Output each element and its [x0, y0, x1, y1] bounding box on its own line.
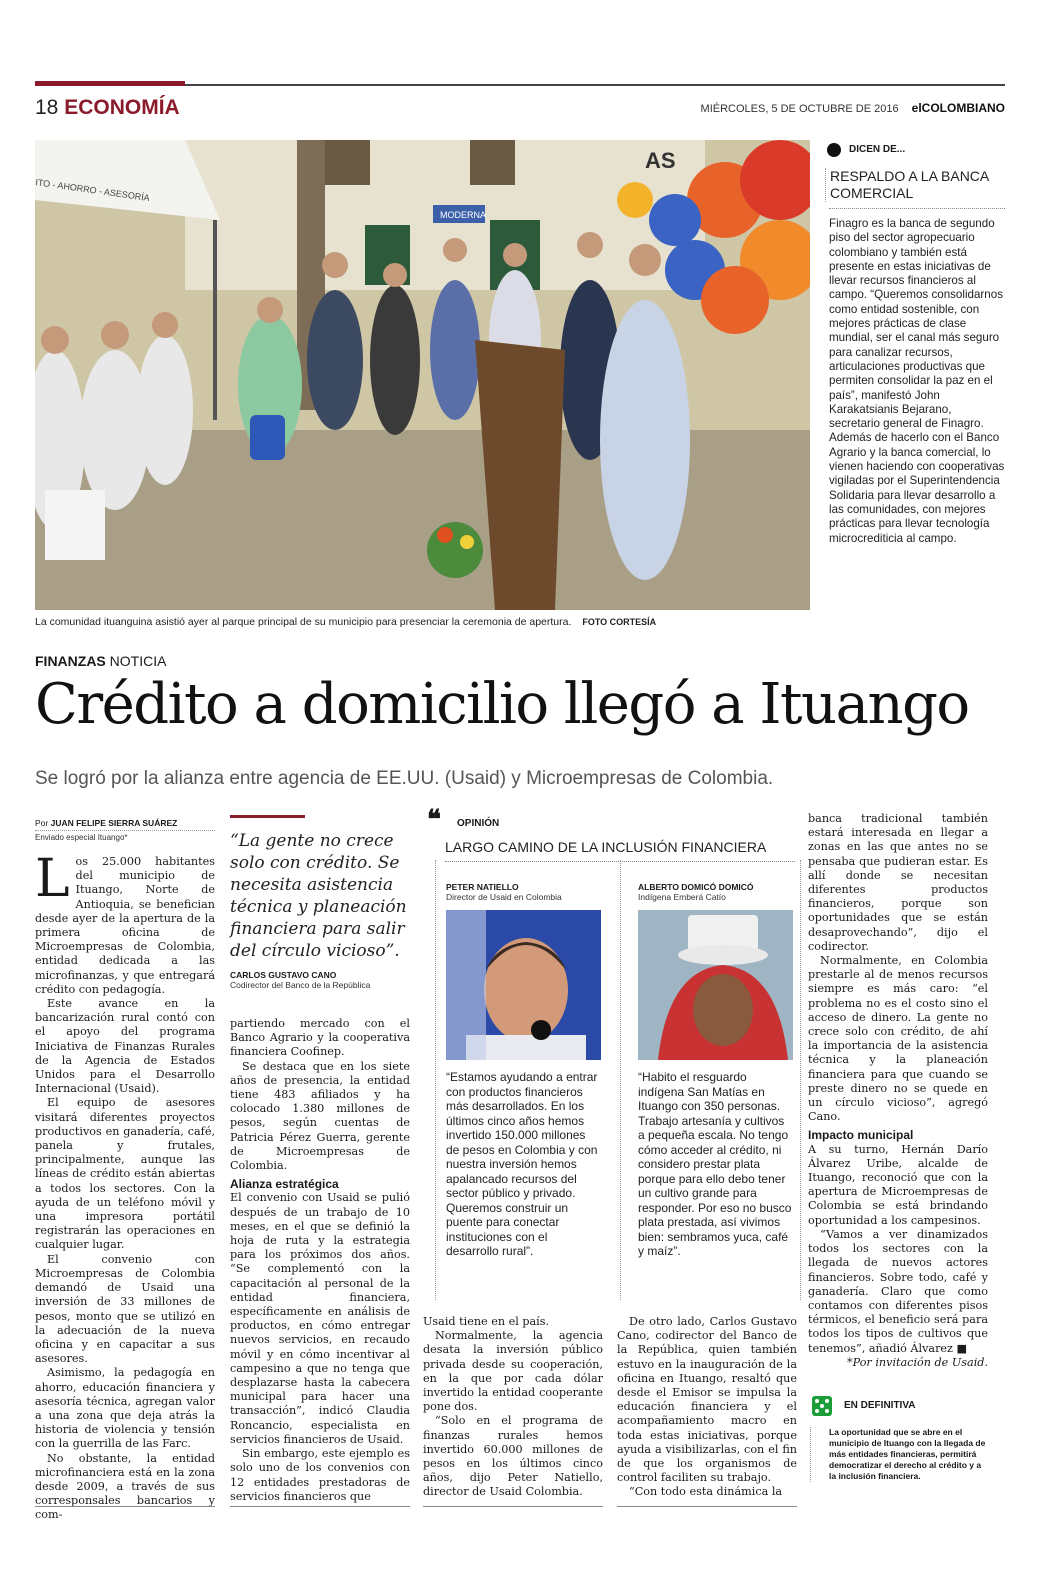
- photo-tent-text: ITO - AHORRO - ASESORÍA: [35, 177, 151, 204]
- article-headline: Crédito a domicilio llegó a Ituango: [35, 672, 969, 737]
- opinion-divider-left: [435, 860, 436, 1300]
- pull-quote-author: CARLOS GUSTAVO CANO: [230, 970, 337, 980]
- bottom-rule: [617, 1506, 797, 1507]
- article-paragraph: Asimismo, la pedagogía en ahorro, educación financiera y asesoría técnica, agregan valor a una zona que deja atrás la historia de violencia y tensión con la guerrilla de las Farc.: [35, 1366, 215, 1451]
- portrait-domico: [638, 910, 793, 1060]
- byline: [35, 818, 215, 842]
- portrait-natiello: [446, 910, 601, 1060]
- article-paragraph: “Vamos a ver dinamizados todos los sectores con la llegada de nuevos actores financieros. Sobre todo, café y ganadería. Claro que como contamos con diferentes pisos térmicos, el beneficio será para todos los tipos de cultivos que tenemos”, añadió Álvarez ■: [808, 1227, 988, 1355]
- dicen-label: [825, 140, 1005, 160]
- issue-date: MIÉRCOLES, 5 DE OCTUBRE DE 2016: [700, 103, 899, 115]
- article-paragraph: Este avance en la bancarización rural contó con el apoyo del programa Iniciativa de Finanzas Rurales de la Agencia de Estados Unidos para el Desarrollo Internacional (Usaid).: [35, 997, 215, 1096]
- article-paragraph: Se destaca que en los siete años de presencia, la entidad tiene 483 afiliados y ha colocado 1.380 millones de pesos, según cuentas de Patricia Pérez Guerra, gerente de Microempresas de Colombia.: [230, 1059, 410, 1173]
- article-paragraph: Normalmente, en Colombia prestarle al de menos recursos siempre es más caro: “el problema no es el costo sino el acceso de dinero. La gente no crece solo con crédito, de ahí la importancia de la asistencia técnica y la planeación financiera para que cuando se preste dinero no se quede en un círculo vicioso”, agregó Cano.: [808, 954, 988, 1124]
- opinion-title: LARGO CAMINO DE LA INCLUSIÓN FINANCIERA: [445, 839, 767, 855]
- main-photo: [35, 140, 810, 610]
- opinion-divider-middle: [620, 860, 621, 1300]
- article-column-4: [617, 1315, 797, 1500]
- persona-name: ALBERTO DOMICÓ DOMICÓ: [638, 882, 754, 892]
- bottom-rule: [230, 1506, 410, 1507]
- article-footnote: *Por invitación de Usaid.: [847, 1355, 988, 1369]
- article-column-5: [808, 812, 988, 1370]
- subtitle-alianza: Alianza estratégica: [230, 1177, 339, 1192]
- article-paragraph: El convenio con Usaid se pulió después de un trabajo de 10 meses, en el que se definió la hoja de ruta y la estrategia para los próximos dos años. “Se complementó con la capacitación al personal de la entidad financiera, específicamente en análisis de productos, en cómo entregar nuevos servicios, en recaudo móvil y en cómo incentivar al campesino a que no tenga que desplazarse hasta la cabecera municipal para hacer una transacción”, indicó Claudia Roncancio, especialista en servicios financieros de Usaid.: [230, 1191, 410, 1446]
- article-column-2: [230, 1017, 410, 1504]
- subtitle-impacto: Impacto municipal: [808, 1128, 914, 1143]
- pull-quote-role: Codirector del Banco de la República: [230, 980, 371, 990]
- opinion-divider-right: [800, 860, 801, 1300]
- article-column-1: [35, 849, 215, 1523]
- drop-cap: L: [35, 849, 70, 909]
- opinion-persona-domico: [638, 882, 798, 1259]
- portrait-illustration: [446, 910, 601, 1060]
- opinion-persona-natiello: [446, 882, 606, 1259]
- persona-name: PETER NATIELLO: [446, 882, 519, 892]
- article-paragraph: banca tradicional también estará interesada en llegar a zonas en las que antes no se pensaba que pudieran estar. Es allí donde se necesitan diferentes productos financieros, porque son oportunidades que se están desaprovechando”, dijo el codirector.: [808, 812, 988, 953]
- article-paragraph: Normalmente, la agencia desata la inversión público privada desde su cooperación, en la que por cada dólar invertido la entidad cooperante pone dos.: [423, 1329, 603, 1414]
- article-paragraph: “Con todo esta dinámica la: [629, 1485, 783, 1499]
- byline-author: JUAN FELIPE SIERRA SUÁREZ: [50, 818, 178, 828]
- page-number: 18: [35, 96, 59, 119]
- photo-sign-text: MODERNA: [440, 210, 487, 220]
- article-paragraph: A su turno, Hernán Darío Álvarez Uribe, alcalde de Ituango, reconoció que con la apertura de Microempresas de Colombia se está brindando oportunidad a los campesinos.: [808, 1142, 988, 1227]
- article-column-3: [423, 1315, 603, 1500]
- header-accent-bar: [35, 81, 185, 86]
- persona-role: Director de Usaid en Colombia: [446, 892, 562, 902]
- dicen-sidebar: [825, 140, 1005, 546]
- ceremony-photo-illustration: [35, 140, 810, 610]
- en-definitiva-box: [810, 1395, 990, 1482]
- article-paragraph: No obstante, la entidad microfinanciera está en la zona desde 2009, a través de sus corresponsales bancarios y com-: [35, 1451, 215, 1522]
- pull-quote: [230, 815, 410, 990]
- article-paragraph: Los 25.000 habitantes del municipio de Ituango, Norte de Antioquia, se benefician desde ayer de la apertura de la primera oficina de Microempresas de Colombia, entidad dedicada a las microfinanzas, y que entregará crédito con pedagogía.: [35, 849, 215, 996]
- page-header-left: [35, 96, 180, 120]
- dicen-title: RESPALDO A LA BANCA COMERCIAL: [825, 168, 1005, 202]
- article-subhead: Se logró por la alianza entre agencia de EE.UU. (Usaid) y Microempresas de Colombia.: [35, 768, 774, 789]
- bottom-rule: [35, 1506, 215, 1507]
- opinion-label-text: OPINIÓN: [457, 818, 500, 829]
- opinion-box: [425, 805, 795, 862]
- article-paragraph: El convenio con Microempresas de Colombia demandó de Usaid una inversión de 33 millones de pesos, monto que se utilizó en la adecuación de la nueva oficina y en capacitar a sus asesores.: [35, 1252, 215, 1366]
- dicen-label-text: DICEN DE...: [849, 144, 906, 155]
- dice-icon: [812, 1396, 832, 1416]
- article-paragraph: “Solo en el programa de finanzas rurales hemos invertido 60.000 millones de pesos en los últimos cinco años, dijo Peter Natiello, director de Usaid Colombia.: [423, 1414, 603, 1499]
- en-definitiva-label-text: EN DEFINITIVA: [844, 1400, 916, 1411]
- en-definitiva-text: La oportunidad que se abre en el municipio de Ituango con la llegada de más entidades financieras, permitirá democratizar el derecho al crédito y a la inclusión financiera.: [810, 1427, 990, 1482]
- photo-caption: [35, 616, 825, 628]
- en-definitiva-label: [810, 1395, 990, 1417]
- portrait-illustration: [638, 910, 793, 1060]
- header-rule: [35, 84, 1005, 86]
- page-header-right: [701, 101, 1005, 115]
- caption-text: La comunidad ituanguina asistió ayer al parque principal de su municipio para presenciar la ceremonia de apertura.: [35, 616, 572, 628]
- newspaper-brand: elCOLOMBIANO: [911, 101, 1005, 115]
- persona-role: Indígena Emberá Catío: [638, 892, 726, 902]
- opinion-label: [425, 805, 795, 835]
- article-paragraph: De otro lado, Carlos Gustavo Cano, codirector del Banco de la República, quien también estuvo en la inauguración de la oficina en Ituango, resaltó que desde el Emisor se impulsa la educación financiera y el acompañamiento macro en toda estas iniciativas, porque ayuda a visibilizarlas, con el fin de que los organismos de control faciliten su trabajo.: [617, 1315, 797, 1485]
- persona-quote: “Estamos ayudando a entrar con productos financieros más desarrollados. En los últimos cinco años hemos invertido 150.000 millones de pesos en Colombia y con nuestra inversión hemos apalancado recursos del sector público y privado. Queremos construir un puente para conectar instituciones con el desarrollo rural”.: [446, 1070, 598, 1258]
- persona-quote: “Habito el resguardo indígena San Matías en Ituango con 350 personas. Trabajo artesanía y cultivos a pequeña escala. No tengo cómo acceder al crédito, ni considero prestar plata porque para ello debo tener un cultivo grande para responder. Por eso no busco plata prestada, así vivimos bien: sembramos yuca, café y maíz”.: [638, 1070, 792, 1258]
- article-paragraph: El equipo de asesores visitará diferentes proyectos productivos en ganadería, café, panela y frutales, principalmente, aunque las líneas de crédito están abiertas a todos los sectores. Con la ayuda de un teléfono móvil y una impresora portátil registrarán las operaciones en cualquier lugar.: [35, 1096, 215, 1252]
- kicker-section: FINANZAS: [35, 653, 106, 669]
- byline-role: Enviado especial Ituango*: [35, 830, 215, 842]
- quote-marks-icon: ❝: [427, 805, 441, 835]
- photo-credit: FOTO CORTESÍA: [582, 617, 657, 627]
- section-name: ECONOMÍA: [64, 96, 180, 119]
- article-kicker: [35, 653, 166, 669]
- kicker-type: NOTICIA: [109, 653, 167, 669]
- pull-quote-bar: [230, 815, 305, 818]
- dicen-separator: [829, 208, 1005, 209]
- byline-prefix: Por: [35, 818, 49, 828]
- article-paragraph: Sin embargo, este ejemplo es solo uno de los convenios con 12 entidades prestadoras de servicios financieros que: [230, 1447, 410, 1503]
- dicen-text: Finagro es la banca de segundo piso del sector agropecuario colombiano y también está presente en estas iniciativas de llevar recursos financieros al campo. “Queremos consolidarnos como entidad sostenible, con mejores prácticas de clase mundial, ser el canal más seguro para canalizar recursos, articulaciones productivas que permiten consolidar la paz en el país”, manifestó John Karakatsianis Bejarano, secretario general de Finagro. Además de hacerlo con el Banco Agrario y la banca comercial, lo vienen haciendo con cooperativas vigiladas por el Superintendencia Solidaria para llevar desarrollo a las comunidades, con mejores prácticas para llevar tecnología microcrediticia al campo.: [829, 217, 1005, 545]
- pull-quote-text: “La gente no crece solo con crédito. Se necesita asistencia técnica y planeación financiera para salir del círculo vicioso”.: [230, 831, 407, 961]
- bottom-rule: [423, 1506, 603, 1507]
- photo-wall-text: AS: [645, 148, 676, 173]
- speech-bubble-icon: [827, 143, 841, 157]
- article-paragraph: partiendo mercado con el Banco Agrario y la cooperativa financiera Coofinep.: [230, 1017, 410, 1059]
- article-paragraph: Usaid tiene en el país.: [423, 1315, 550, 1328]
